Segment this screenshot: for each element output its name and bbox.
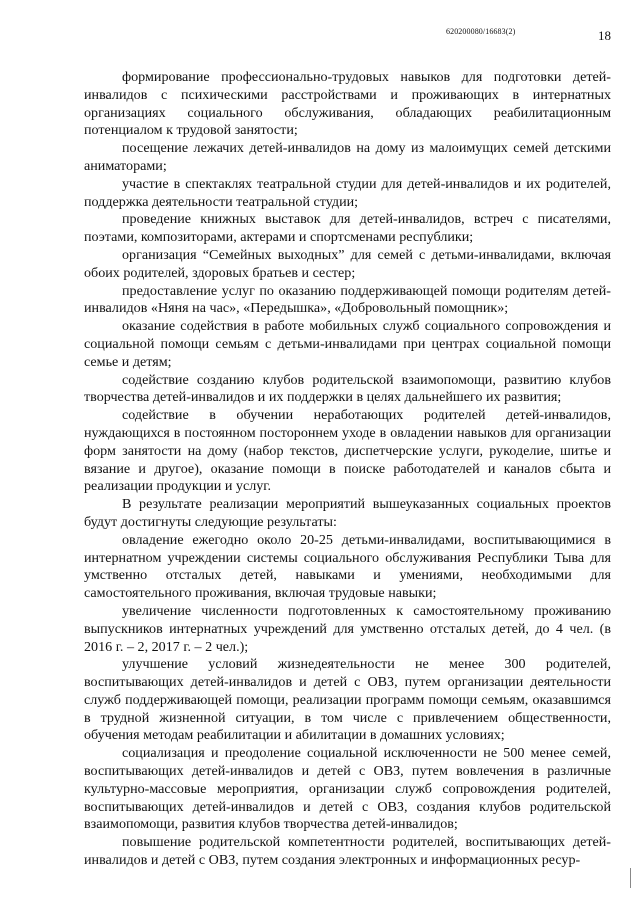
document-id: 620200080/16683(2) (446, 27, 516, 36)
paragraph: повышение родительской компетентности родителей, воспитывающих детей-инвалидов и детей с ОВЗ, путем создания электронных и информационных ресур- (84, 834, 611, 869)
paragraph: В результате реализации мероприятий вышеуказанных социальных проектов будут достигнуты следующие результаты: (84, 496, 611, 530)
paragraph: участие в спектаклях театральной студии для детей-инвалидов и их родителей, поддержка деятельности театральной студии; (84, 175, 611, 210)
body-text (84, 69, 611, 870)
paragraph: содействие в обучении неработающих родителей детей-инвалидов, нуждающихся в постоянном постороннем уходе в овладении навыков для организации форм занятости на дому (набор текстов, диспетчерские услуги, рукоделие, шитье и вязание и другое), оказание помощи в поиске работодателей и каналов сбыта и реализации продукции и услуг. (84, 407, 611, 495)
paragraph: оказание содействия в работе мобильных служб социального сопровождения и социальной помощи семьям с детьми-инвалидами при центрах социальной помощи семье и детям; (84, 318, 611, 370)
paragraph: проведение книжных выставок для детей-инвалидов, встреч с писателями, поэтами, композиторами, актерами и спортсменами республики; (84, 211, 611, 246)
paragraph: организация “Семейных выходных” для семей с детьми-инвалидами, включая обоих родителей, здоровых братьев и сестер; (84, 246, 611, 281)
scan-edge-mark (626, 868, 631, 888)
paragraph: посещение лежачих детей-инвалидов на дому из малоимущих семей детскими аниматорами; (84, 140, 611, 174)
paragraph: формирование профессионально-трудовых навыков для подготовки детей-инвалидов с психическими расстройствами и проживающих в интернатных организациях социального обслуживания, обладающих реабилитационным потенциалом к трудовой занятости; (84, 69, 611, 139)
paragraph: содействие созданию клубов родительской взаимопомощи, развитию клубов творчества детей-инвалидов и их поддержки в целях дальнейшего их развития; (84, 371, 611, 406)
paragraph: овладение ежегодно около 20-25 детьми-инвалидами, воспитывающимися в интернатном учреждении системы социального обслуживания Республики Тыва для умственно отсталых детей, навыками и умениями, необходимыми для самостоятельного проживания, включая трудовые навыки; (84, 531, 611, 602)
paragraph: увеличение численности подготовленных к самостоятельному проживанию выпускников интернатных учреждений для умственно отсталых детей, до 4 чел. (в 2016 г. – 2, 2017 г. – 2 чел.); (84, 602, 611, 655)
paragraph: улучшение условий жизнедеятельности не менее 300 родителей, воспитывающих детей-инвалидов и детей с ОВЗ, путем организации деятельности служб поддерживающей помощи, реализации программ помощи семьям, оказавшимся в трудной жизненной ситуации, в том числе с привлечением общественности, обучения методам реабилитации и абилитации в домашних условиях; (84, 656, 611, 744)
paragraph: социализация и преодоление социальной исключенности не 500 менее семей, воспитывающих детей-инвалидов и детей с ОВЗ, путем вовлечения в различные культурно-массовые мероприятия, организации служб сопровождения родителей, воспитывающих детей-инвалидов и детей с ОВЗ, создания клубов родительской взаимопомощи, развития клубов творчества детей-инвалидов; (84, 745, 611, 833)
paragraph: предоставление услуг по оказанию поддерживающей помощи родителям детей-инвалидов «Няня на час», «Передышка», «Добровольный помощник»; (84, 282, 611, 317)
page-number: 18 (598, 28, 611, 43)
